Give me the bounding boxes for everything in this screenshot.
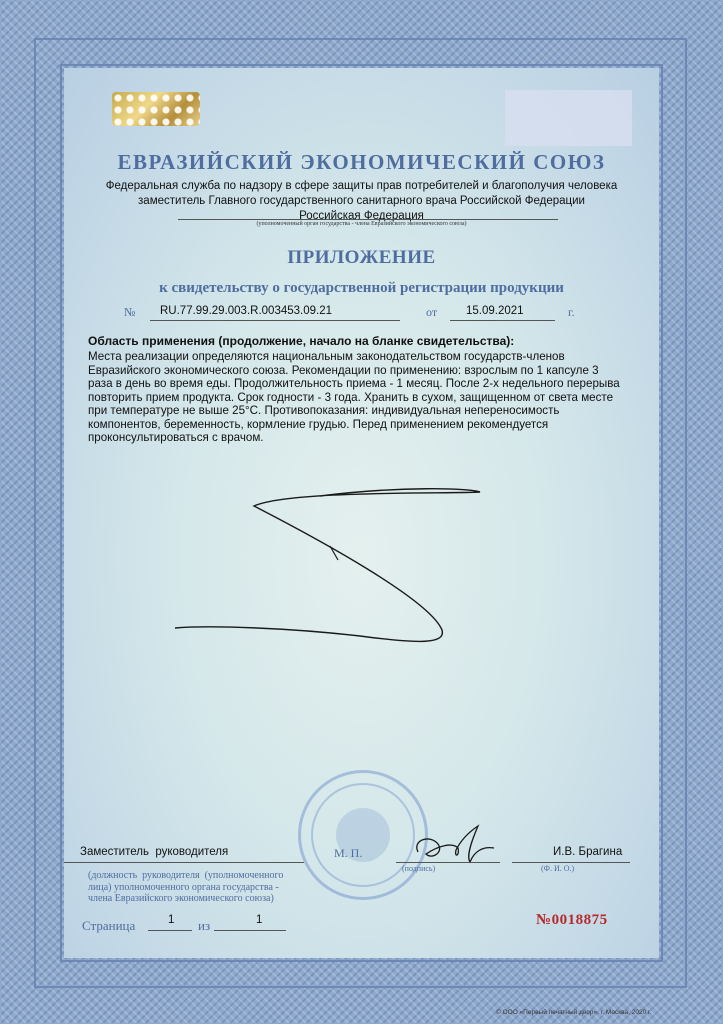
stamp-place-label: М. П. (334, 846, 363, 860)
date-label: от (426, 305, 438, 319)
document-subheading: к свидетельству о государственной регистрации продукции (159, 280, 564, 296)
hologram-sticker (112, 92, 200, 126)
signature-underline (396, 862, 500, 863)
position-caption-line: члена Евразийского экономического союза) (88, 893, 274, 904)
z-mark-tick (330, 546, 338, 560)
page-current-underline (148, 930, 192, 931)
signatory-position: Заместитель руководителя (80, 846, 229, 858)
security-patch (505, 90, 632, 146)
body-line: при температуре не выше 25°С. Противопоказания: индивидуальная непереносимость (88, 404, 560, 417)
authority-line: Российская Федерация (299, 210, 424, 222)
printer-imprint: © ООО «Первый печатный двор», г. Москва, 2020 г. (496, 1009, 652, 1016)
page-total: 1 (256, 914, 263, 926)
name-caption: (Ф. И. О.) (541, 864, 575, 873)
body-line: повторить прием продукта. Срок годности - 3 года. Хранить в сухом, защищенном от света месте (88, 390, 614, 404)
body-line: компонентов, беременность, кормление грудью. Перед применением рекомендуется (88, 417, 549, 431)
registration-date: 15.09.2021 (466, 305, 524, 317)
authority-caption: (уполномоченный орган государства - члена Евразийского экономического союза) (256, 221, 467, 227)
number-sign: № (124, 305, 136, 319)
authority-line: Федеральная служба по надзору в сфере защиты прав потребителей и благополучия человека (105, 180, 618, 192)
issuing-authority (74, 179, 649, 224)
date-underline (450, 320, 555, 321)
authority-line: заместитель Главного государственного санитарного врача Российской Федерации (138, 195, 585, 207)
position-caption (88, 870, 338, 905)
name-underline (512, 862, 630, 863)
year-suffix: г. (568, 305, 575, 319)
body-line: Места реализации определяются национальным законодательством государств-членов (88, 350, 565, 363)
position-underline (64, 862, 304, 863)
signature-stroke (417, 826, 494, 862)
organization-title: ЕВРАЗИЙСКИЙ ЭКОНОМИЧЕСКИЙ СОЮЗ (117, 150, 606, 174)
scope-text (88, 350, 648, 445)
position-caption-line: лица) уполномоченного органа государства - (88, 881, 279, 893)
page-of-label: из (198, 918, 211, 933)
z-cancellation-mark (170, 480, 490, 660)
form-serial-number: №0018875 (536, 912, 608, 928)
number-underline (150, 320, 400, 321)
body-line: проконсультироваться с врачом. (88, 431, 264, 444)
official-name: И.В. Брагина (553, 846, 623, 858)
body-line: раза в день во время еды. Продолжительность приема - 1 месяц. После 2-х недельного перерыва (88, 377, 620, 390)
registration-number: RU.77.99.29.003.R.003453.09.21 (160, 305, 332, 317)
z-mark-stroke (175, 489, 480, 642)
position-caption-line: (должность руководителя (уполномоченного (88, 870, 284, 881)
signature-caption: (подпись) (402, 864, 436, 873)
authority-underline (178, 219, 558, 220)
body-line: Евразийского экономического союза. Рекомендации по применению: взрослым по 1 капсуле 3 (88, 363, 599, 377)
page-label: Страница (82, 918, 136, 933)
page-current: 1 (168, 914, 175, 926)
page-total-underline (214, 930, 286, 931)
section-title: Область применения (продолжение, начало на бланке свидетельства): (88, 334, 515, 348)
document-heading: ПРИЛОЖЕНИЕ (287, 247, 436, 268)
